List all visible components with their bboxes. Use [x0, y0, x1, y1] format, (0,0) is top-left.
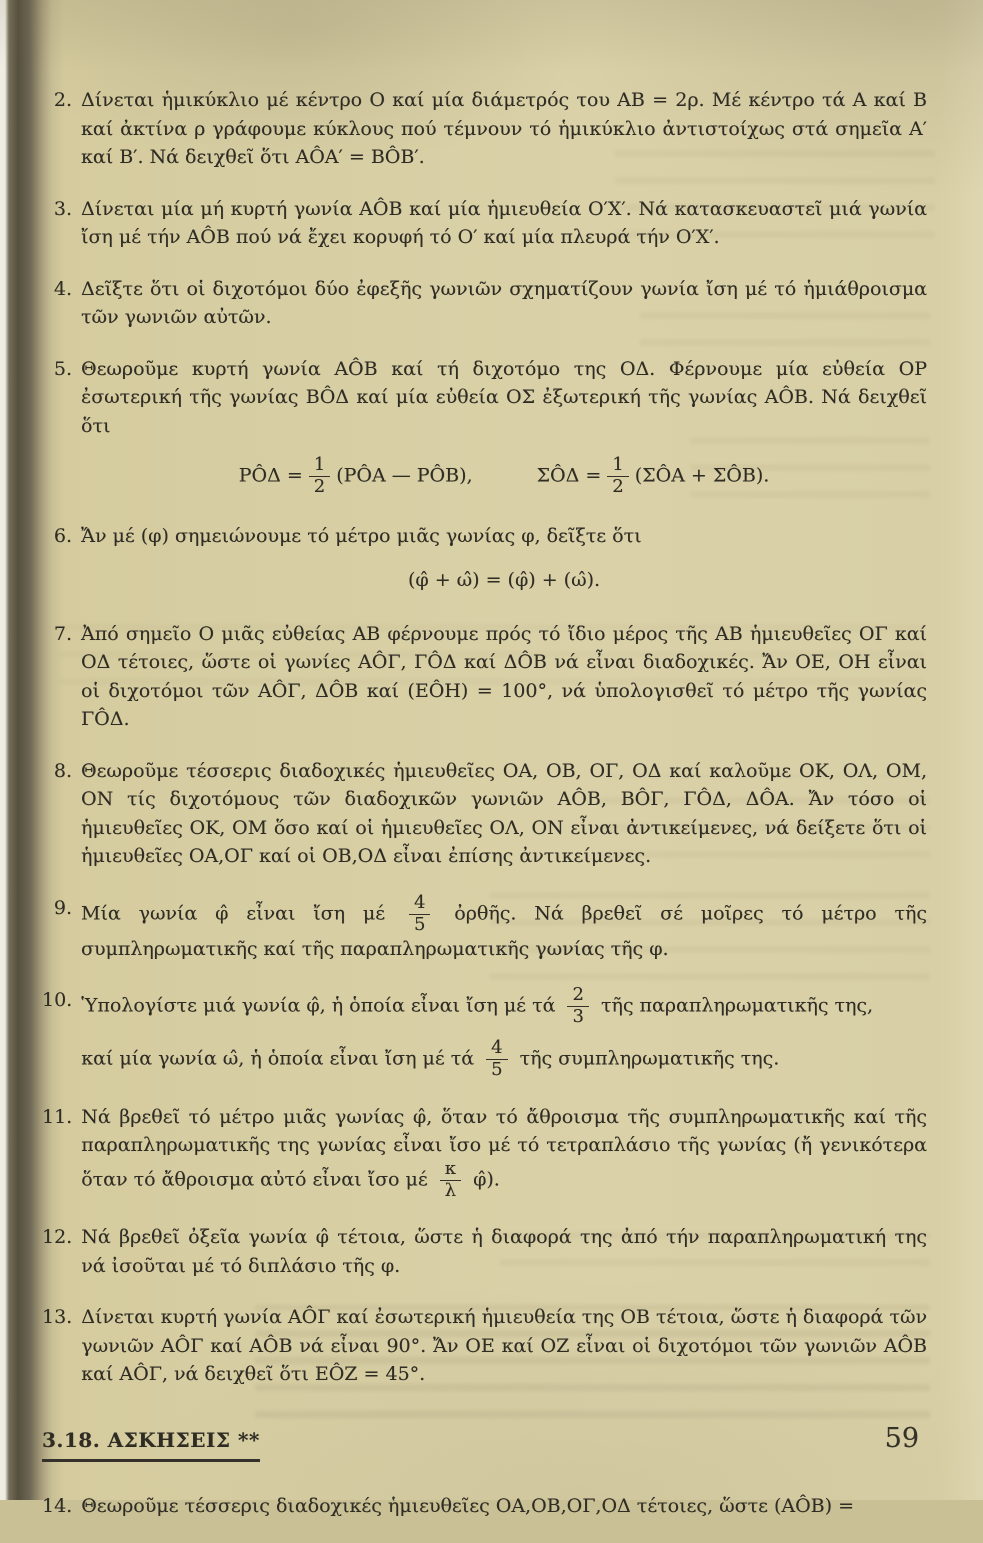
fraction — [409, 891, 430, 935]
exercise-number: 9. — [53, 896, 72, 919]
page-content — [42, 86, 927, 1543]
exercise-number: 14. — [42, 1494, 73, 1517]
exercise-13 — [42, 1303, 927, 1389]
exercise-number: 10. — [42, 989, 73, 1012]
exercise-text: Θεωροῦμε κυρτή γωνία ΑÔΒ καί τή διχοτόμο της ΟΔ. Φέρνουμε μία εὐθεία ΟΡ ἐσωτερική τῆς γωνίας ΒÔΔ καί μία εὐθεία ΟΣ ἐξωτερική τῆς γωνίας ΑÔΒ. Νά δειχθεῖ ὅτι — [81, 357, 927, 437]
exercise-number: 2. — [53, 89, 72, 111]
fraction — [309, 456, 330, 497]
exercise-text: καί μία γωνία ω̂, ἡ ὁποία εἶναι ἴση μέ τά — [81, 1047, 475, 1070]
exercise-text: Δίνεται μία μή κυρτή γωνία ΑÔΒ καί μία ἡμιευθεία Ο′Χ′. Νά κατασκευαστεῖ μιά γωνία ἴση μέ τήν ΑÔΒ πού νά ἔχει κορυφή τό Ο′ καί μία πλευρά τήν Ο′Χ′. — [81, 197, 927, 248]
exercise-body — [81, 1223, 927, 1280]
formula-ex6: (φ̂ + ω̂) = (φ̂) + (ω̂). — [407, 569, 601, 592]
exercise-text: Δίνεται ἡμικύκλιο μέ κέντρο Ο καί μία διάμετρός του ΑΒ = 2ρ. Μέ κέντρο τά Α καί Β καί ἀκτίνα ρ γράφουμε κύκλους πού τέμνουν τό ἡμικύκλιο ἀντιστοίχως στά σημεῖα Α′ καί Β′. Νά δειχθεῖ ὅτι ΑÔΑ′ = ΒÔΒ′. — [81, 89, 927, 168]
exercise-text: Ἄν μέ (φ) σημειώνουμε τό μέτρο μιᾶς γωνίας φ, δεῖξτε ὅτι — [81, 524, 642, 547]
formula-ex5 — [81, 456, 927, 497]
formula-rhs: (ΣÔΑ + ΣÔΒ). — [634, 464, 770, 487]
exercise-11 — [42, 1103, 927, 1201]
exercise-2 — [42, 86, 927, 172]
fraction-numerator: 4 — [409, 894, 430, 915]
fraction-numerator: κ — [440, 1160, 461, 1181]
formula-rhs: (ΡÔΑ — ΡÔΒ), — [336, 464, 473, 487]
fraction-denominator: 2 — [313, 475, 326, 497]
exercise-body — [81, 195, 927, 252]
exercise-body — [81, 1492, 927, 1521]
exercise-text: φ̂). — [473, 1168, 500, 1191]
section-header-text: 3.18. ΑΣΚΗΣΕΙΣ ** — [42, 1425, 260, 1462]
exercise-5 — [42, 355, 927, 499]
exercise-number: 6. — [53, 524, 72, 547]
fraction — [567, 986, 588, 1027]
exercise-text: Δίνεται κυρτή γωνία ΑÔΓ καί ἐσωτερική ἡμιευθεία της ΟΒ τέτοια, ὥστε ἡ διαφορά τῶν γωνιῶν ΑÔΓ καί ΑÔΒ νά εἶναι 90°. Ἄν ΟΕ καί ΟΖ εἶναι οἱ διχοτόμοι τῶν γωνιῶν ΑÔΒ καί ΑÔΓ, νά δειχθεῖ ὅτι ΕÔΖ = 45°. — [81, 1306, 927, 1386]
exercise-text: τῆς συμπληρωματικῆς της. — [519, 1047, 780, 1070]
exercise-body — [81, 757, 927, 871]
exercise-body — [81, 891, 928, 963]
formula-lhs: ΡÔΔ = — [238, 464, 303, 487]
exercise-text: Μία γωνία φ̂ εἶναι ἴση μέ — [81, 902, 386, 925]
exercise-line — [81, 1036, 927, 1080]
exercise-number: 3. — [53, 197, 72, 220]
exercise-8 — [42, 757, 927, 871]
exercise-text: Νά βρεθεῖ τό μέτρο μιᾶς γωνίας φ̂, ὅταν τό ἄθροισμα τῆς συμπληρωματικῆς καί τῆς παραπληρωματικῆς της γωνίας εἶναι ἴσο μέ τό τετραπλάσιο τῆς γωνίας (ἤ γενικότερα ὅταν τό ἄθροισμα αὐτό εἶναι ἴσο μέ — [81, 1105, 927, 1191]
page-number: 59 — [884, 1423, 919, 1454]
exercise-text: Ἀπό σημεῖο Ο μιᾶς εὐθείας ΑΒ φέρνουμε πρός τό ἴδιο μέρος τῆς ΑΒ ἡμιευθεῖες ΟΓ καί ΟΔ τέτοιες, ὥστε οἱ γωνίες ΑÔΓ, ΓÔΔ καί ΔÔΒ νά εἶναι διαδοχικές. Ἄν ΟΕ, ΟΗ εἶναι οἱ διχοτόμοι τῶν ΑÔΓ, ΔÔΒ καί (ΕÔΗ) = 100°, νά ὑπολογισθεῖ τό μέτρο τῆς γωνίας ΓÔΔ. — [81, 622, 927, 731]
exercise-number: 11. — [42, 1105, 73, 1128]
exercise-text: Νά βρεθεῖ ὀξεῖα γωνία φ̂ τέτοια, ὥστε ἡ διαφορά της ἀπό τήν παραπληρωματική της νά ἰσοῦται μέ τό διπλάσιο τῆς φ. — [81, 1226, 927, 1277]
exercise-body — [81, 620, 927, 734]
exercise-number: 8. — [53, 759, 72, 782]
exercise-body — [81, 986, 927, 1080]
exercise-number: 5. — [53, 357, 72, 380]
exercise-number: 7. — [53, 622, 72, 645]
exercise-body — [81, 522, 927, 597]
exercise-number: 13. — [42, 1306, 73, 1329]
fraction-numerator: 4 — [486, 1039, 507, 1060]
fraction-denominator: λ — [444, 1179, 457, 1201]
exercise-body — [81, 1303, 927, 1389]
exercise-text: τῆς παραπληρωματικῆς της, — [600, 994, 874, 1017]
exercise-number: 12. — [42, 1226, 73, 1249]
exercise-10 — [42, 986, 927, 1080]
exercise-3 — [42, 195, 927, 252]
exercise-text: ὀρθῆς. Νά βρεθεῖ σέ μοῖρες τό μέτρο τῆς συμπληρωματικῆς καί τῆς παραπληρωματικῆς γωνίας τῆς φ. — [81, 902, 928, 960]
exercise-text: Θεωροῦμε τέσσερις διαδοχικές ἡμιευθεῖες ΟΑ, ΟΒ, ΟΓ, ΟΔ καί καλοῦμε ΟΚ, ΟΛ, ΟΜ, ΟΝ τίς διχοτόμους τῶν διαδοχικῶν γωνιῶν ΑÔΒ, ΒÔΓ, ΓÔΔ, ΔÔΑ. Ἄν τόσο οἱ ἡμιευθεῖες ΟΚ, ΟΜ ὅσο καί οἱ ἡμιευθεῖες ΟΛ, ΟΝ εἶναι ἀντικείμενες, νά δείξετε ὅτι οἱ ἡμιευθεῖες ΟΑ,ΟΓ καί οἱ ΟΒ,ΟΔ εἶναι ἐπίσης ἀντικείμενες. — [81, 759, 927, 868]
fraction-denominator: 3 — [572, 1005, 584, 1027]
fraction — [440, 1157, 461, 1201]
fraction-denominator: 5 — [491, 1058, 503, 1080]
exercise-body — [81, 86, 927, 172]
exercise-text: Θεωροῦμε τέσσερις διαδοχικές ἡμιευθεῖες ΟΑ,ΟΒ,ΟΓ,ΟΔ τέτοιες, ὥστε (ΑÔΒ) = — [81, 1494, 855, 1517]
exercise-7 — [42, 620, 927, 734]
exercise-4 — [42, 275, 927, 332]
fraction — [607, 456, 628, 497]
exercise-line — [81, 986, 927, 1027]
fraction-denominator: 5 — [413, 913, 426, 935]
exercise-number: 4. — [53, 277, 72, 300]
fraction-numerator: 2 — [567, 986, 588, 1007]
exercise-body — [81, 355, 927, 499]
exercise-12 — [42, 1223, 927, 1280]
exercise-6 — [42, 522, 927, 597]
exercise-text: Δεῖξτε ὅτι οἱ διχοτόμοι δύο ἐφεξῆς γωνιῶν σχηματίζουν γωνία ἴση μέ τό ἡμιάθροισμα τῶν γωνιῶν αὐτῶν. — [81, 277, 927, 328]
exercise-text: Ὑπολογίστε μιά γωνία φ̂, ἡ ὁποία εἶναι ἴση μέ τά — [81, 994, 556, 1017]
fraction-numerator: 1 — [309, 456, 330, 477]
exercise-body — [81, 1103, 927, 1201]
fraction-denominator: 2 — [612, 475, 624, 497]
exercise-9 — [42, 891, 928, 963]
section-header — [42, 1425, 927, 1462]
fraction — [486, 1036, 507, 1080]
exercise-body — [81, 275, 927, 332]
fraction-numerator: 1 — [607, 456, 628, 477]
formula-lhs: ΣÔΔ = — [536, 464, 602, 487]
exercise-14 — [42, 1492, 927, 1521]
